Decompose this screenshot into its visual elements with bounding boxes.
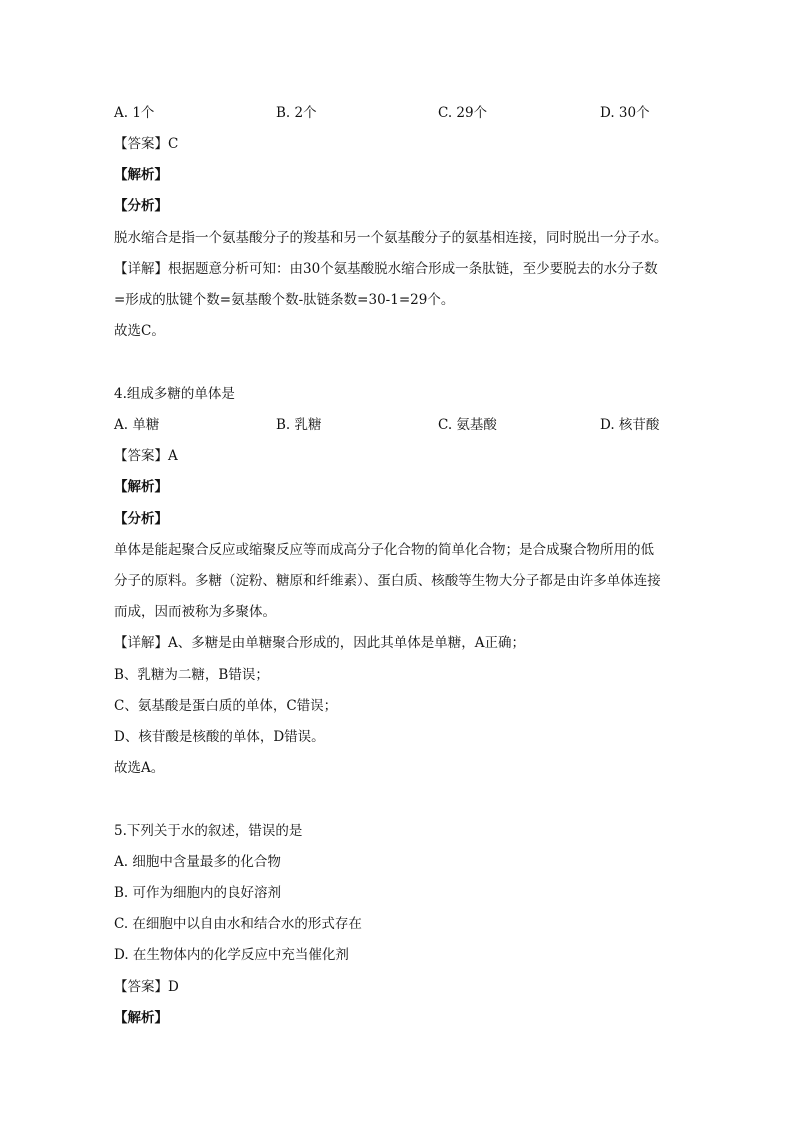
q3-fenxi-text: 脱水缩合是指一个氨基酸分子的羧基和另一个氨基酸分子的氨基相连接，同时脱出一分子水。: [114, 230, 668, 246]
q4-detail-line: C、氨基酸是蛋白质的单体，C错误；: [114, 698, 338, 714]
q4-fenxi-heading: 【分析】: [114, 511, 168, 527]
q3-detail-line-1: 【详解】根据题意分析可知：由30个氨基酸脱水缩合形成一条肽链，至少要脱去的水分子数: [114, 261, 658, 277]
q4-option-c: C. 氨基酸: [438, 417, 497, 433]
q4-option-a: A. 单糖: [114, 417, 160, 433]
q4-conclusion: 故选A。: [114, 760, 165, 776]
q3-answer: 【答案】C: [114, 136, 179, 152]
q3-option-b: B. 2个: [276, 105, 317, 121]
q5-option-a: A. 细胞中含量最多的化合物: [114, 854, 281, 870]
q5-stem: 5.下列关于水的叙述，错误的是: [114, 823, 303, 839]
q4-detail-line: B、乳糖为二糖，B错误；: [114, 667, 269, 683]
q5-option-c: C. 在细胞中以自由水和结合水的形式存在: [114, 916, 362, 932]
q4-option-d: D. 核苷酸: [600, 417, 660, 433]
q4-detail-line: 【详解】A、多糖是由单糖聚合形成的，因此其单体是单糖，A正确；: [114, 635, 525, 651]
q5-option-d: D. 在生物体内的化学反应中充当催化剂: [114, 947, 349, 963]
q5-analysis-heading: 【解析】: [114, 1010, 168, 1026]
q4-analysis-heading: 【解析】: [114, 479, 168, 495]
q4-option-b: B. 乳糖: [276, 417, 322, 433]
q4-stem: 4.组成多糖的单体是: [114, 386, 235, 402]
q3-conclusion: 故选C。: [114, 323, 165, 339]
q4-answer: 【答案】A: [114, 448, 178, 464]
q3-analysis-heading: 【解析】: [114, 167, 168, 183]
q5-option-b: B. 可作为细胞内的良好溶剂: [114, 885, 282, 901]
q3-option-c: C. 29个: [438, 105, 488, 121]
q4-fenxi-line: 单体是能起聚合反应或缩聚反应等而成高分子化合物的简单化合物；是合成聚合物所用的低: [114, 542, 654, 558]
q4-fenxi-line: 而成，因而被称为多聚体。: [114, 604, 276, 620]
q3-option-a: A. 1个: [114, 105, 155, 121]
q3-fenxi-heading: 【分析】: [114, 198, 168, 214]
q4-detail-line: D、核苷酸是核酸的单体，D错误。: [114, 729, 325, 745]
q3-option-d: D. 30个: [600, 105, 650, 121]
q3-detail-line-2: =形成的肽键个数=氨基酸个数-肽链条数=30-1=29个。: [114, 292, 455, 308]
q4-fenxi-line: 分子的原料。多糖（淀粉、糖原和纤维素）、蛋白质、核酸等生物大分子都是由许多单体连接: [114, 573, 661, 589]
q5-answer: 【答案】D: [114, 979, 179, 995]
